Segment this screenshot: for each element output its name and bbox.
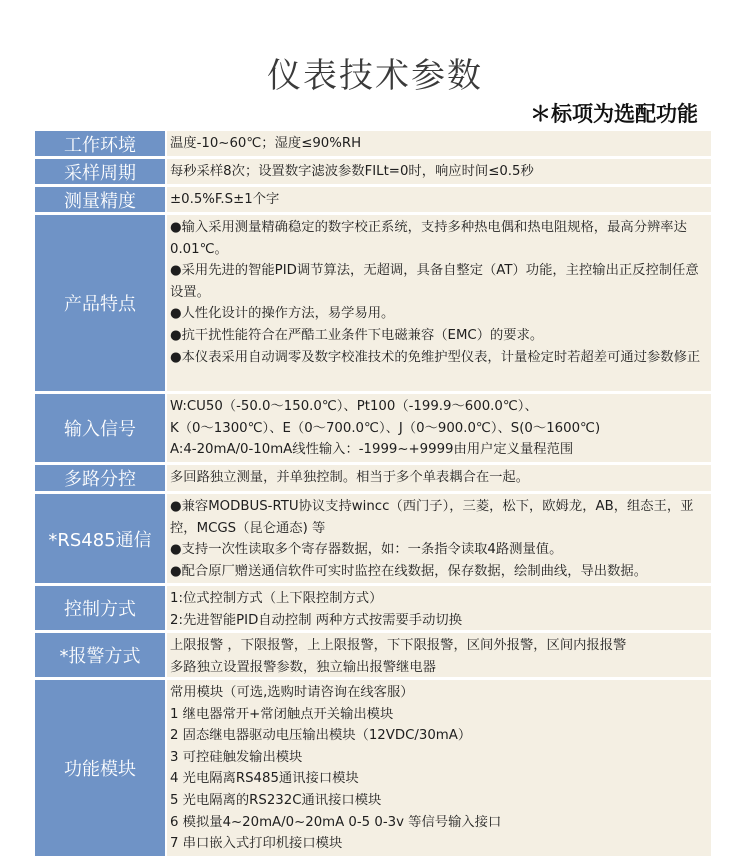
spec-row-modules xyxy=(35,677,711,856)
value-line: 3 可控硅触发输出模块 xyxy=(170,749,303,765)
page-title: 仪表技术参数 xyxy=(267,56,483,96)
value-line: ●抗干扰性能符合在严酷工业条件下电磁兼容（EMC）的要求。 xyxy=(170,327,544,343)
row-value xyxy=(167,159,711,184)
row-value xyxy=(167,187,711,212)
value-line: 上限报警 ，下限报警，上上限报警，下下限报警，区间外报警，区间内报报警 xyxy=(170,638,627,653)
row-label: 工作环境 xyxy=(35,131,167,156)
value-line: 常用模块（可选,选购时请咨询在线客服） xyxy=(170,685,414,700)
row-label: *RS485通信 xyxy=(35,494,167,583)
value-line: W:CU50（-50.0～150.0℃）、Pt100（-199.9～600.0℃）、 xyxy=(170,399,538,414)
value-line: ●兼容MODBUS-RTU协议支持wincc（西门子），三菱，松下，欧姆龙，AB，组态王，亚控，MCGS（昆仑通态) 等 xyxy=(170,499,694,536)
row-value xyxy=(167,633,711,677)
value-line: ●采用先进的智能PID调节算法，无超调，具备自整定（AT）功能，主控输出正反控制任意设置。 xyxy=(170,263,699,300)
row-label: 多路分控 xyxy=(35,465,167,491)
row-label: 产品特点 xyxy=(35,215,167,391)
spec-row-accuracy xyxy=(35,184,711,212)
value-line: 温度-10~60℃；湿度≤90%RH xyxy=(170,136,362,151)
row-label: 采样周期 xyxy=(35,159,167,184)
value-line: 多回路独立测量，并单独控制。相当于多个单表耦合在一起。 xyxy=(170,470,530,485)
spec-row-multichannel xyxy=(35,462,711,491)
value-line: K（0～1300℃）、E（0～700.0℃）、J（0～900.0℃）、S(0～1600℃) xyxy=(170,420,601,436)
value-line: 每秒采样8次；设置数字滤波参数FILt=0时，响应时间≤0.5秒 xyxy=(170,164,534,179)
row-value xyxy=(167,215,711,391)
value-line: ●支持一次性读取多个寄存器数据，如：一条指令读取4路测量值。 xyxy=(170,542,563,558)
value-line: 1:位式控制方式（上下限控制方式） xyxy=(170,591,383,606)
value-line: ●配合原厂赠送通信软件可实时监控在线数据，保存数据，绘制曲线，导出数据。 xyxy=(170,563,647,579)
value-line: 4 光电隔离RS485通讯接口模块 xyxy=(170,771,359,787)
value-line: 2 固态继电器驱动电压输出模块（12VDC/30mA） xyxy=(170,728,472,744)
row-label: 测量精度 xyxy=(35,187,167,212)
row-value xyxy=(167,680,711,856)
row-label: 控制方式 xyxy=(35,586,167,630)
row-value xyxy=(167,465,711,491)
value-line: 7 串口嵌入式打印机接口模块 xyxy=(170,836,343,852)
spec-row-sampling xyxy=(35,156,711,184)
value-line: 5 光电隔离的RS232C通讯接口模块 xyxy=(170,792,382,808)
value-line: 6 模拟量4~20mA/0~20mA 0-5 0-3v 等信号输入接口 xyxy=(170,814,502,830)
row-value xyxy=(167,586,711,630)
spec-row-rs485 xyxy=(35,491,711,583)
row-value xyxy=(167,131,711,156)
row-label: *报警方式 xyxy=(35,633,167,677)
spec-table xyxy=(35,131,711,856)
value-line: A:4-20mA/0-10mA线性输入：-1999~+9999由用户定义量程范围 xyxy=(170,442,574,458)
optional-feature-note: ＊标项为选配功能 xyxy=(530,102,698,126)
value-line: ●本仪表采用自动调零及数字校准技术的免维护型仪表，计量检定时若超差可通过参数修正 xyxy=(170,349,701,365)
row-label: 输入信号 xyxy=(35,394,167,462)
spec-row-features xyxy=(35,212,711,391)
spec-row-control-mode xyxy=(35,583,711,630)
value-line: ●人性化设计的操作方法，易学易用。 xyxy=(170,306,395,322)
spec-row-environment xyxy=(35,131,711,156)
value-line: 2:先进智能PID自动控制 两种方式按需要手动切换 xyxy=(170,612,462,628)
spec-row-input-signal xyxy=(35,391,711,462)
value-line: ●输入采用测量精确稳定的数字校正系统，支持多种热电偶和热电阻规格，最高分辨率达0.01℃。 xyxy=(170,220,687,257)
value-line: 多路独立设置报警参数，独立输出报警继电器 xyxy=(170,659,436,675)
row-label: 功能模块 xyxy=(35,680,167,856)
spec-row-alarm-mode xyxy=(35,630,711,677)
row-value xyxy=(167,494,711,583)
value-line: 1 继电器常开+常闭触点开关输出模块 xyxy=(170,706,394,722)
value-line: ±0.5%F.S±1个字 xyxy=(170,192,280,207)
row-value xyxy=(167,394,711,462)
